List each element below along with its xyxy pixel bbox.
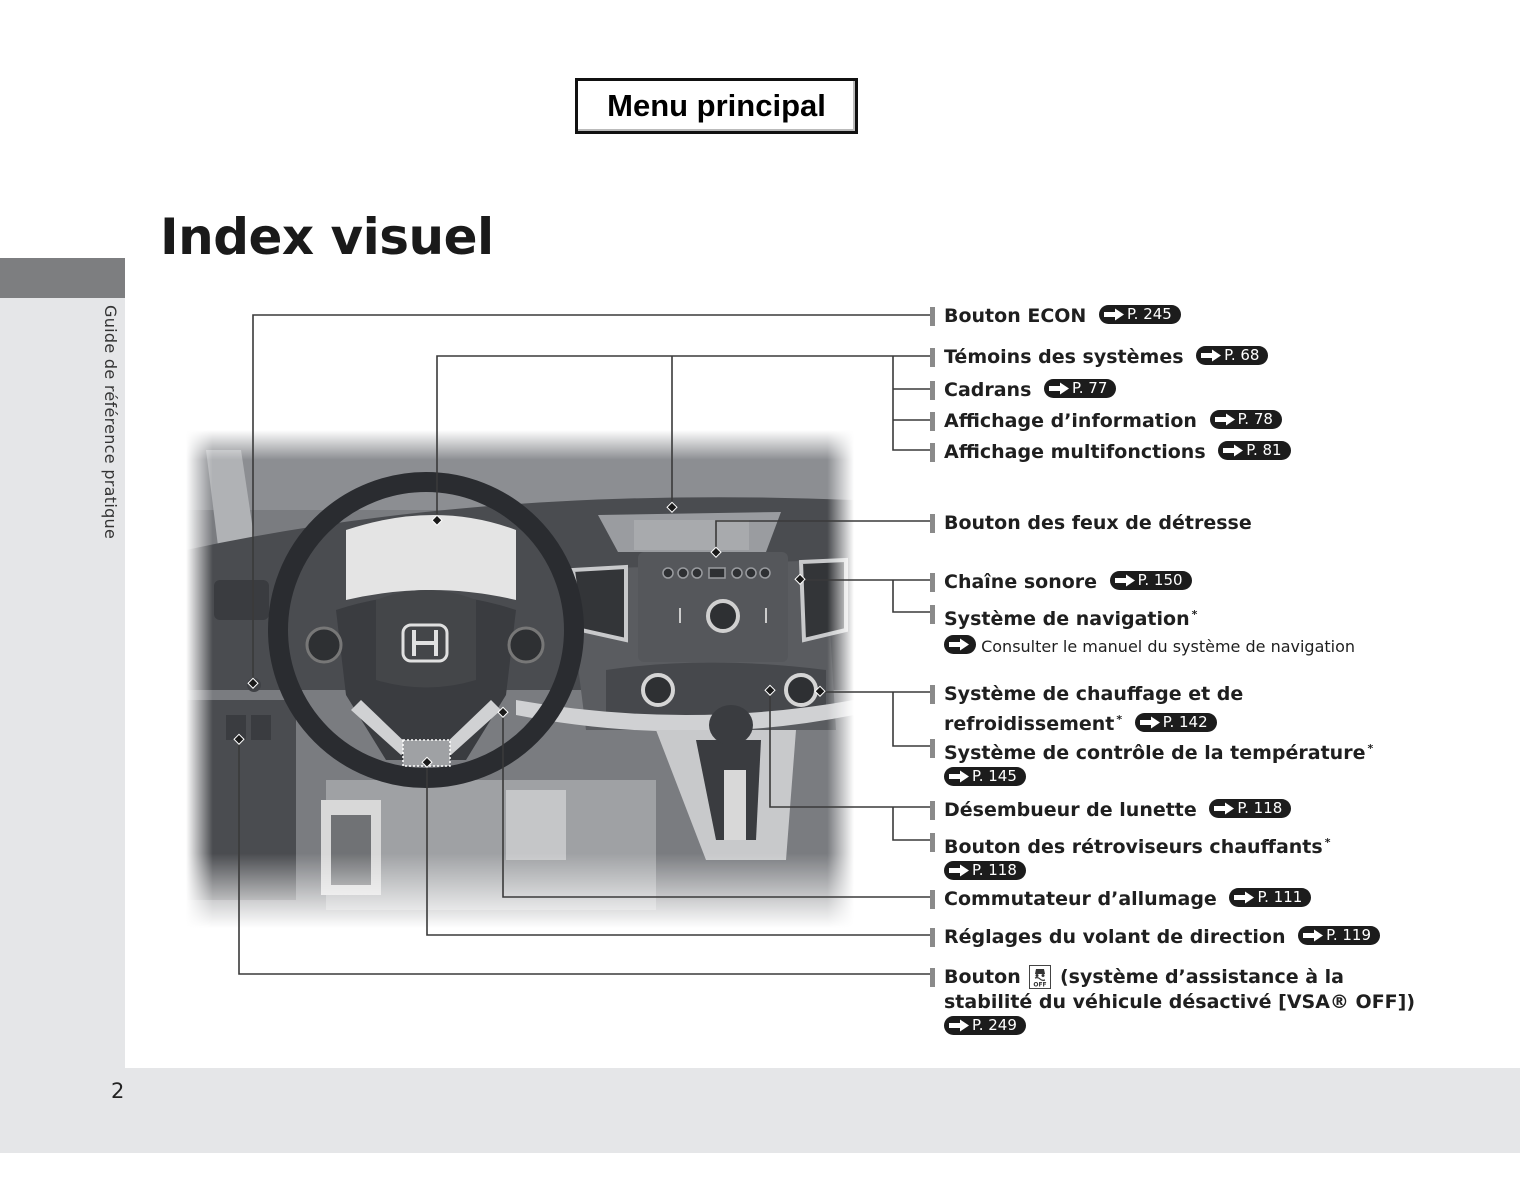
page-ref-link[interactable]: P. 81 — [1218, 441, 1290, 460]
page-ref-link[interactable]: P. 78 — [1210, 410, 1282, 429]
callout-information-display: Affichage d’information P. 78 — [944, 409, 1282, 434]
page-ref-link[interactable]: P. 249 — [944, 1016, 1026, 1035]
page-ref-link[interactable]: P. 118 — [1209, 799, 1291, 818]
leader-bar — [930, 348, 935, 367]
page-ref-link[interactable]: P. 142 — [1135, 713, 1217, 732]
page-ref-link[interactable]: P. 245 — [1099, 305, 1181, 324]
leader-bar — [930, 968, 935, 987]
leader-bar — [930, 739, 935, 758]
arrow-right-icon — [1233, 891, 1255, 904]
page-number: 2 — [111, 1079, 125, 1103]
callout-system-indicators: Témoins des systèmes P. 68 — [944, 345, 1268, 370]
navigation-note: Consulter le manuel du système de navigation — [944, 634, 1355, 659]
page-ref-link[interactable]: P. 150 — [1110, 571, 1192, 590]
callout-ignition-switch: Commutateur d’allumage P. 111 — [944, 887, 1311, 912]
dashboard-illustration — [186, 430, 854, 928]
arrow-right-icon — [948, 1019, 970, 1032]
main-menu-button[interactable]: Menu principal — [575, 78, 858, 134]
arrow-right-icon — [948, 770, 970, 783]
leader-bar — [930, 685, 935, 704]
vsa-off-icon — [1029, 965, 1051, 989]
arrow-right-icon — [1139, 716, 1161, 729]
leader-bar — [930, 833, 935, 852]
leader-bar — [930, 307, 935, 326]
footer-band — [0, 1068, 1520, 1153]
page-ref-link[interactable]: P. 111 — [1229, 888, 1311, 907]
arrow-right-icon — [948, 864, 970, 877]
leader-bar — [930, 605, 935, 624]
arrow-right-icon — [1302, 929, 1324, 942]
callout-vsa-off-button: Bouton OFF (système d’assistance à la stabilité du véhicule désactivé [VSA® OFF]) P. 249 — [944, 965, 1415, 1040]
navigation-manual-link[interactable] — [944, 635, 976, 654]
leader-bar — [930, 801, 935, 820]
svg-text:OFF: OFF — [1033, 981, 1048, 988]
leader-bar — [930, 412, 935, 431]
callout-audio-system: Chaîne sonore P. 150 — [944, 570, 1192, 595]
arrow-right-icon — [948, 638, 970, 651]
section-label: Guide de référence pratique — [101, 305, 120, 540]
section-tab[interactable] — [0, 258, 125, 298]
arrow-right-icon — [1200, 349, 1222, 362]
arrow-right-icon — [1214, 413, 1236, 426]
arrow-right-icon — [1048, 382, 1070, 395]
leader-bar — [930, 381, 935, 400]
callout-steering-adjustments: Réglages du volant de direction P. 119 — [944, 925, 1380, 950]
arrow-right-icon — [1213, 802, 1235, 815]
leader-bar — [930, 443, 935, 462]
callout-hazard-button: Bouton des feux de détresse — [944, 511, 1252, 536]
page-ref-link[interactable]: P. 119 — [1298, 926, 1380, 945]
arrow-right-icon — [1103, 308, 1125, 321]
leader-bar — [930, 890, 935, 909]
leader-bar — [930, 928, 935, 947]
callout-climate-control: Système de contrôle de la température * P. 145 — [944, 736, 1373, 791]
page-ref-link[interactable]: P. 145 — [944, 767, 1026, 786]
callout-gauges: Cadrans P. 77 — [944, 378, 1116, 403]
page-title: Index visuel — [160, 208, 494, 266]
page-ref-link[interactable]: P. 68 — [1196, 346, 1268, 365]
callout-rear-defroster: Désembueur de lunette P. 118 — [944, 798, 1291, 823]
callout-heated-mirrors: Bouton des rétroviseurs chauffants * P. 118 — [944, 830, 1330, 885]
leader-bar — [930, 514, 935, 533]
leader-bar — [930, 573, 935, 592]
page-ref-link[interactable]: P. 77 — [1044, 379, 1116, 398]
callout-multi-information-display: Affichage multifonctions P. 81 — [944, 440, 1291, 465]
callout-heating-cooling: Système de chauffage et de refroidissement * P. 142 — [944, 682, 1243, 737]
page-ref-link[interactable]: P. 118 — [944, 861, 1026, 880]
arrow-right-icon — [1222, 444, 1244, 457]
callout-econ-button: Bouton ECON P. 245 — [944, 304, 1181, 329]
callout-navigation-system: Système de navigation * Consulter le manuel du système de navigation — [944, 602, 1355, 659]
arrow-right-icon — [1114, 574, 1136, 587]
